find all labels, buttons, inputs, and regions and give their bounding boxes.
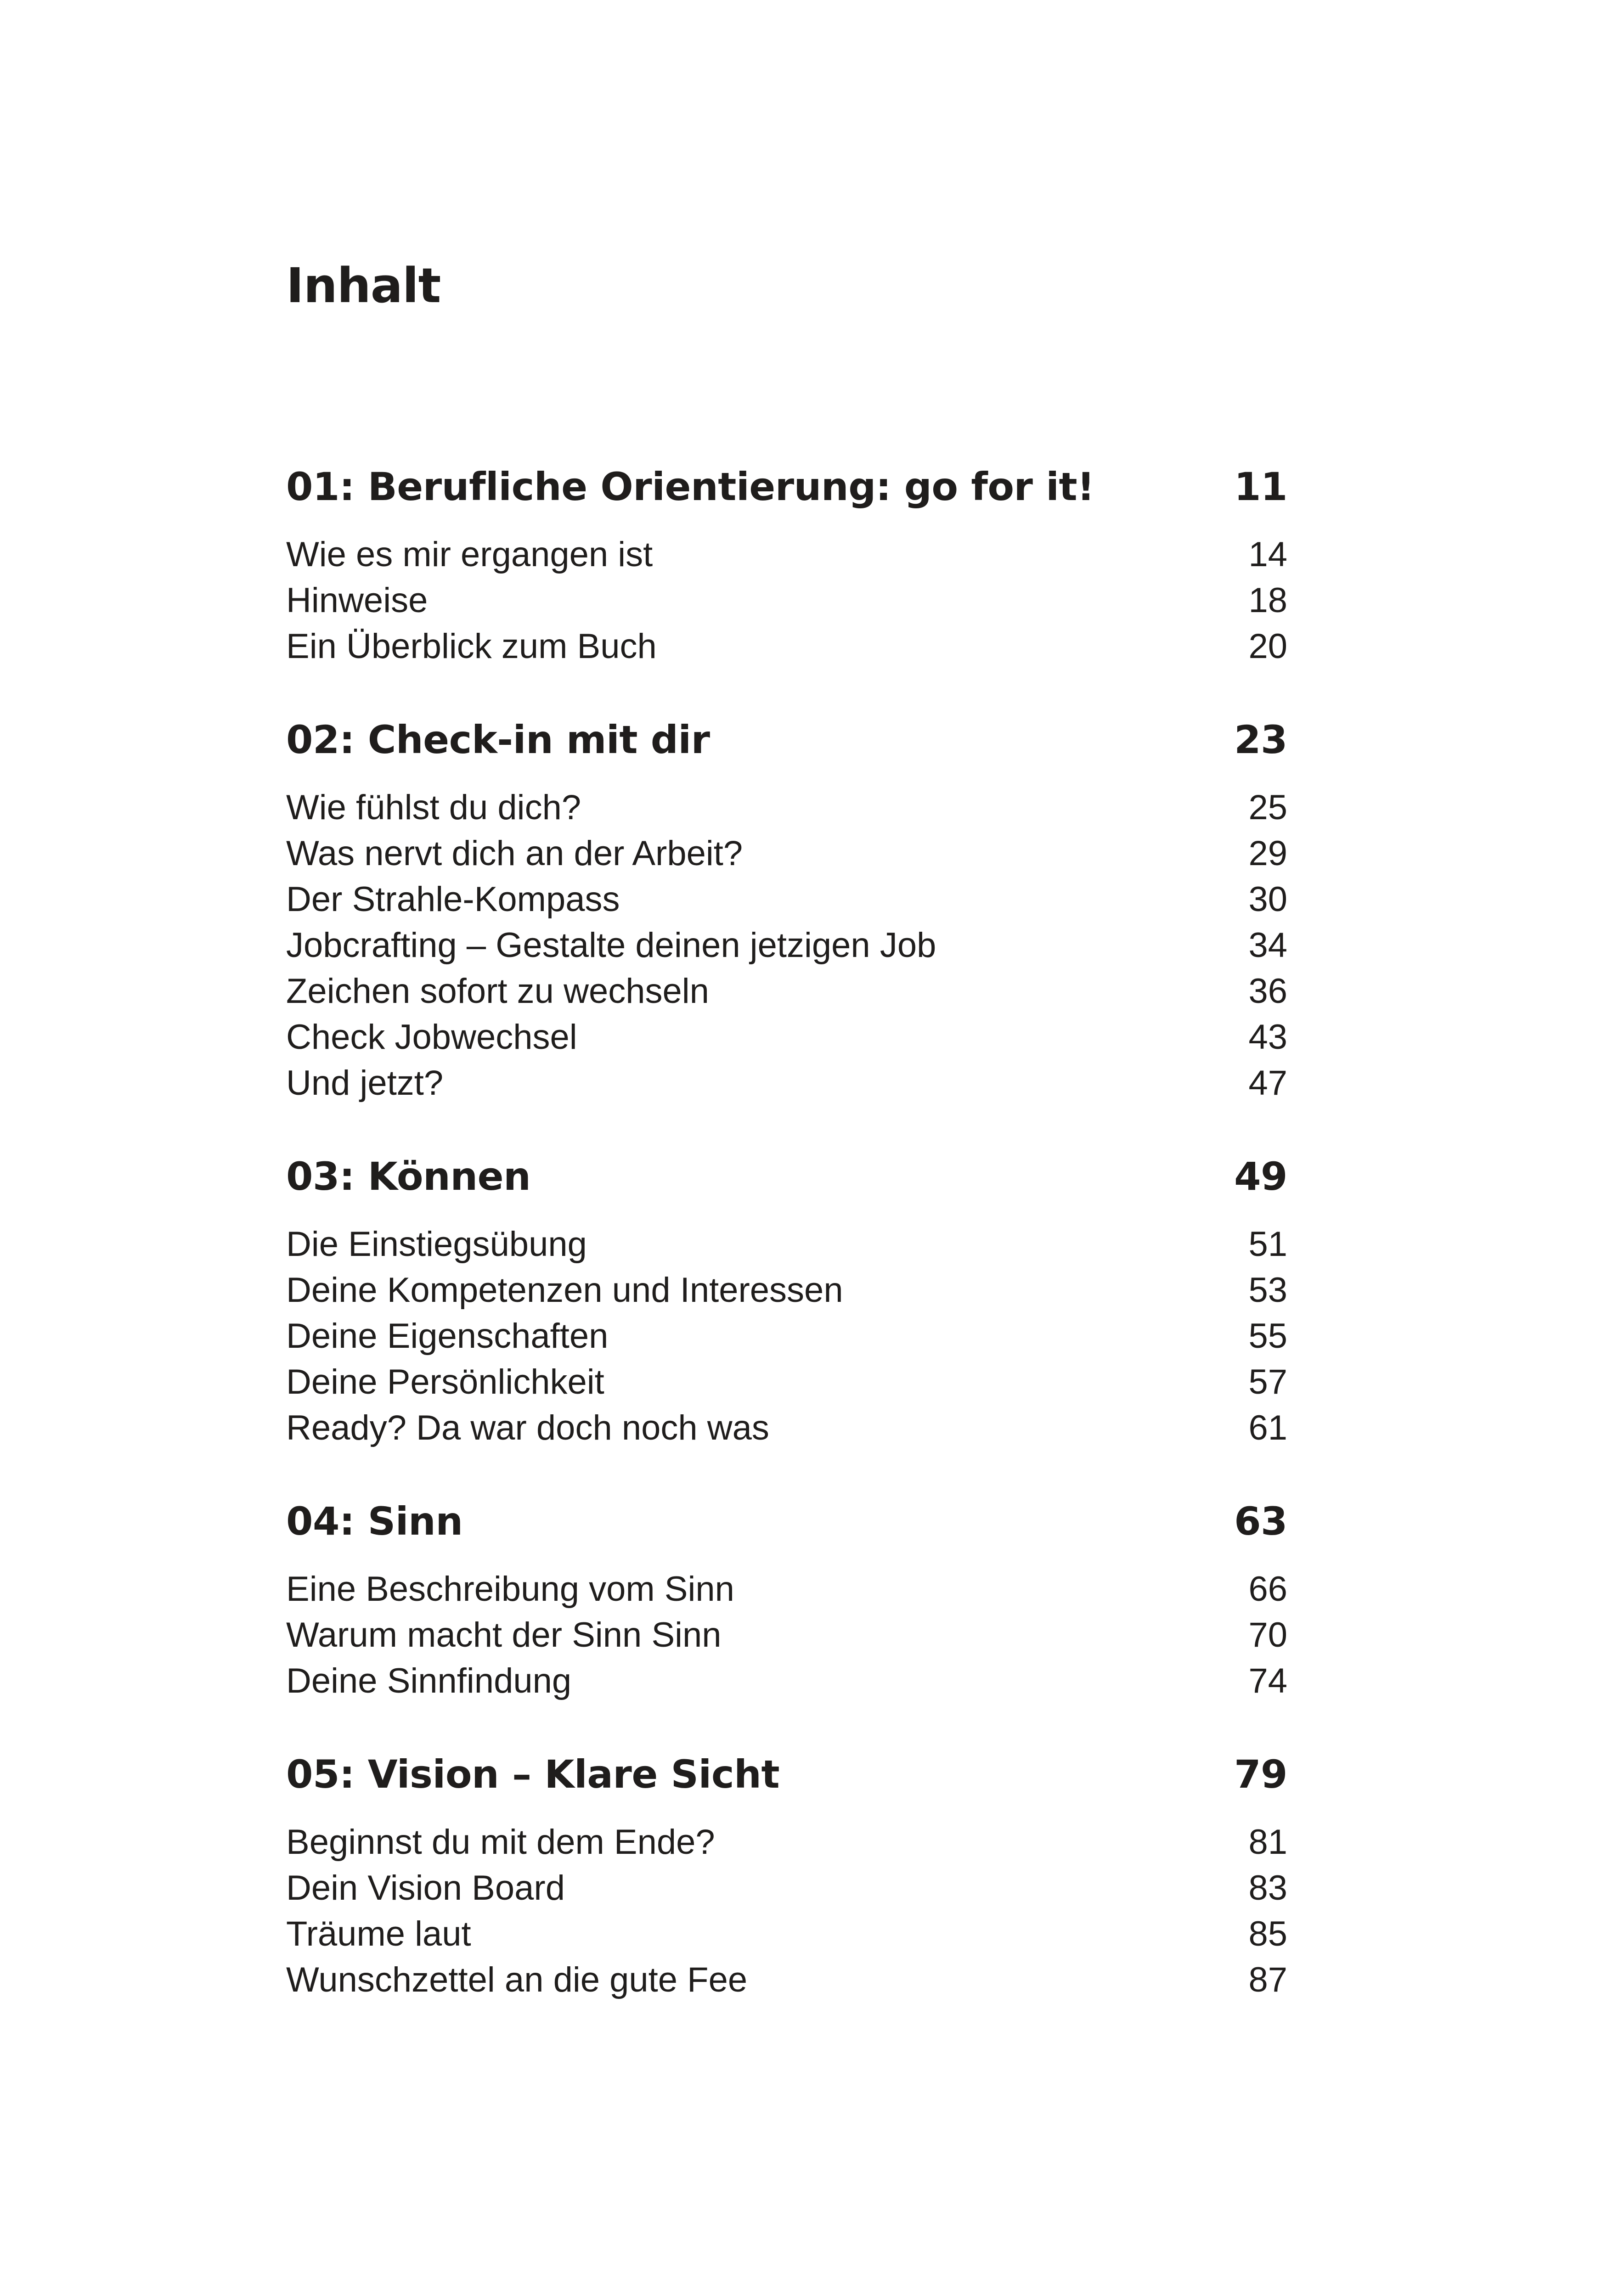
entry-page-number: 81 — [1248, 1823, 1287, 1862]
toc-entry — [286, 1865, 1287, 1911]
entry-page-number: 85 — [1248, 1914, 1287, 1953]
chapter-title: 05: Vision – Klare Sicht — [286, 1752, 780, 1797]
chapter-page-number: 63 — [1234, 1499, 1287, 1544]
entry-title: Deine Kompetenzen und Interessen — [286, 1271, 843, 1310]
toc-entry — [286, 1060, 1287, 1106]
entry-page-number: 51 — [1248, 1225, 1287, 1264]
entry-page-number: 14 — [1248, 535, 1287, 574]
entry-title: Jobcrafting – Gestalte deinen jetzigen Job — [286, 926, 936, 965]
toc-chapter — [286, 1144, 1287, 1451]
entry-page-number: 70 — [1248, 1615, 1287, 1654]
entry-title: Was nervt dich an der Arbeit? — [286, 834, 743, 873]
chapter-title: 04: Sinn — [286, 1499, 463, 1544]
entry-title: Wie es mir ergangen ist — [286, 535, 653, 574]
chapter-page-number: 79 — [1234, 1752, 1287, 1797]
entry-page-number: 74 — [1248, 1661, 1287, 1700]
entry-title: Deine Eigenschaften — [286, 1317, 609, 1356]
chapter-title: 01: Berufliche Orientierung: go for it! — [286, 464, 1094, 509]
toc-entry — [286, 1658, 1287, 1704]
toc-entry — [286, 1566, 1287, 1612]
entry-title: Hinweise — [286, 581, 428, 620]
chapter-heading — [286, 455, 1287, 519]
entry-page-number: 20 — [1248, 627, 1287, 666]
toc-chapter — [286, 708, 1287, 1106]
entry-page-number: 36 — [1248, 972, 1287, 1011]
entry-title: Ein Überblick zum Buch — [286, 627, 657, 666]
toc-entry — [286, 1405, 1287, 1451]
chapter-heading — [286, 1742, 1287, 1806]
entry-page-number: 53 — [1248, 1271, 1287, 1310]
chapter-heading — [286, 1144, 1287, 1209]
chapter-page-number: 23 — [1234, 717, 1287, 762]
chapter-title: 03: Können — [286, 1154, 531, 1199]
toc-chapter — [286, 1489, 1287, 1704]
entry-title: Eine Beschreibung vom Sinn — [286, 1570, 734, 1609]
table-of-contents — [286, 455, 1287, 2041]
toc-entry — [286, 1911, 1287, 1957]
entry-title: Wunschzettel an die gute Fee — [286, 1960, 748, 1999]
toc-entry — [286, 785, 1287, 831]
toc-entry — [286, 1819, 1287, 1865]
entry-title: Und jetzt? — [286, 1064, 444, 1103]
toc-entry — [286, 1313, 1287, 1359]
entry-page-number: 83 — [1248, 1868, 1287, 1908]
toc-entry — [286, 877, 1287, 923]
chapter-page-number: 49 — [1234, 1154, 1287, 1199]
toc-entry — [286, 1957, 1287, 2003]
entry-page-number: 34 — [1248, 926, 1287, 965]
toc-chapter — [286, 455, 1287, 670]
toc-chapter — [286, 1742, 1287, 2003]
toc-entry — [286, 578, 1287, 624]
chapter-heading — [286, 708, 1287, 772]
entry-page-number: 61 — [1248, 1408, 1287, 1447]
toc-entry — [286, 1221, 1287, 1267]
entry-page-number: 18 — [1248, 581, 1287, 620]
entry-page-number: 57 — [1248, 1362, 1287, 1401]
entry-page-number: 66 — [1248, 1570, 1287, 1609]
toc-entry — [286, 923, 1287, 968]
entry-title: Träume laut — [286, 1914, 471, 1953]
toc-entry — [286, 1612, 1287, 1658]
entry-title: Deine Sinnfindung — [286, 1661, 572, 1700]
entry-title: Warum macht der Sinn Sinn — [286, 1615, 722, 1654]
entry-title: Wie fühlst du dich? — [286, 788, 581, 827]
entry-page-number: 43 — [1248, 1018, 1287, 1057]
toc-entry — [286, 624, 1287, 670]
chapter-heading — [286, 1489, 1287, 1553]
entry-title: Der Strahle-Kompass — [286, 880, 620, 919]
entry-title: Check Jobwechsel — [286, 1018, 577, 1057]
toc-entry — [286, 968, 1287, 1014]
entry-title: Dein Vision Board — [286, 1868, 565, 1908]
toc-entry — [286, 831, 1287, 877]
entry-title: Ready? Da war doch noch was — [286, 1408, 769, 1447]
chapter-title: 02: Check-in mit dir — [286, 717, 710, 762]
toc-entry — [286, 1014, 1287, 1060]
toc-entry — [286, 1359, 1287, 1405]
entry-page-number: 87 — [1248, 1960, 1287, 1999]
entry-title: Beginnst du mit dem Ende? — [286, 1823, 715, 1862]
entry-title: Zeichen sofort zu wechseln — [286, 972, 709, 1011]
entry-page-number: 29 — [1248, 834, 1287, 873]
entry-page-number: 25 — [1248, 788, 1287, 827]
page-title: Inhalt — [286, 258, 441, 314]
toc-entry — [286, 1267, 1287, 1313]
entry-page-number: 55 — [1248, 1317, 1287, 1356]
chapter-page-number: 11 — [1234, 464, 1287, 509]
entry-page-number: 47 — [1248, 1064, 1287, 1103]
toc-entry — [286, 532, 1287, 578]
entry-title: Deine Persönlichkeit — [286, 1362, 604, 1401]
entry-title: Die Einstiegsübung — [286, 1225, 587, 1264]
entry-page-number: 30 — [1248, 880, 1287, 919]
